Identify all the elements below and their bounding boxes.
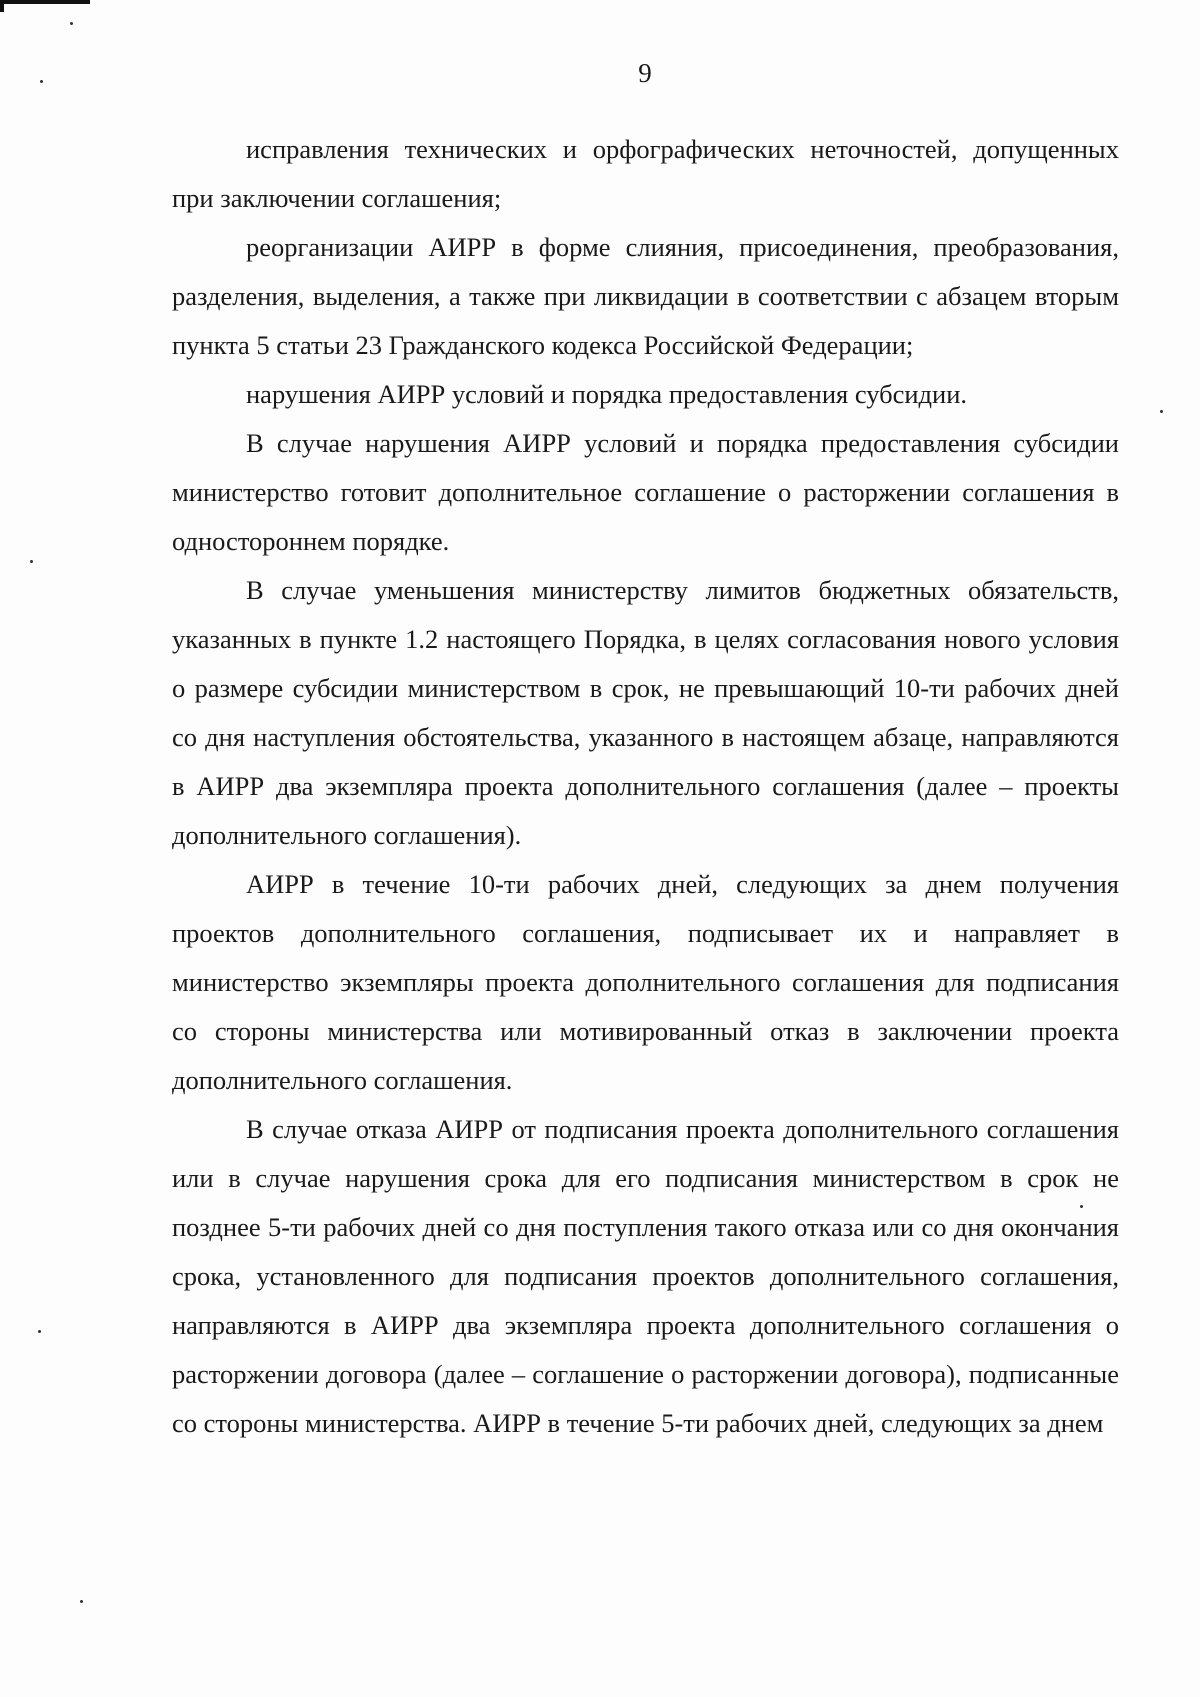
paragraph: АИРР в течение 10-ти рабочих дней, следующих за днем получения проектов дополнительного соглашения, подписывает их и направляет в министерство экземпляры проекта дополнительного соглашения для подписания со стороны министерства или мотивированный отказ в заключении проекта дополнительного соглашения. <box>172 869 1119 1095</box>
scan-corner-mark <box>0 0 4 12</box>
document-body <box>172 125 1119 1448</box>
paragraph: нарушения АИРР условий и порядка предоставления субсидии. <box>246 379 968 409</box>
scan-speck <box>80 1600 83 1603</box>
paragraph: реорганизации АИРР в форме слияния, присоединения, преобразования, разделения, выделения, а также при ликвидации в соответствии с абзацем вторым пункта 5 статьи 23 Гражданского кодекса Российской Федерации; <box>172 232 1119 360</box>
scan-speck <box>70 22 73 25</box>
paragraph: исправления технических и орфографических неточностей, допущенных при заключении соглашения; <box>172 134 1119 213</box>
scan-speck <box>30 560 33 563</box>
scan-speck <box>1160 410 1163 413</box>
paragraph: В случае отказа АИРР от подписания проекта дополнительного соглашения или в случае нарушения срока для его подписания министерством в срок не позднее 5-ти рабочих дней со дня поступления такого отказа или со дня окончания срока, установленного для подписания проектов дополнительного соглашения, направляются в АИРР два экземпляра проекта дополнительного соглашения о расторжении договора (далее – соглашение о расторжении договора), подписанные со стороны министерства. АИРР в течение 5-ти рабочих дней, следующих за днем <box>172 1114 1119 1438</box>
paragraph: В случае уменьшения министерству лимитов бюджетных обязательств, указанных в пункте 1.2 настоящего Порядка, в целях согласования нового условия о размере субсидии министерством в срок, не превышающий 10-ти рабочих дней со дня наступления обстоятельства, указанного в настоящем абзаце, направляются в АИРР два экземпляра проекта дополнительного соглашения (далее – проекты дополнительного соглашения). <box>172 575 1119 850</box>
page-number: 9 <box>638 58 652 88</box>
paragraph: В случае нарушения АИРР условий и порядка предоставления субсидии министерство готовит дополнительное соглашение о расторжении соглашения в одностороннем порядке. <box>172 428 1119 556</box>
scan-corner-mark <box>0 0 90 4</box>
scan-speck <box>38 1330 41 1333</box>
